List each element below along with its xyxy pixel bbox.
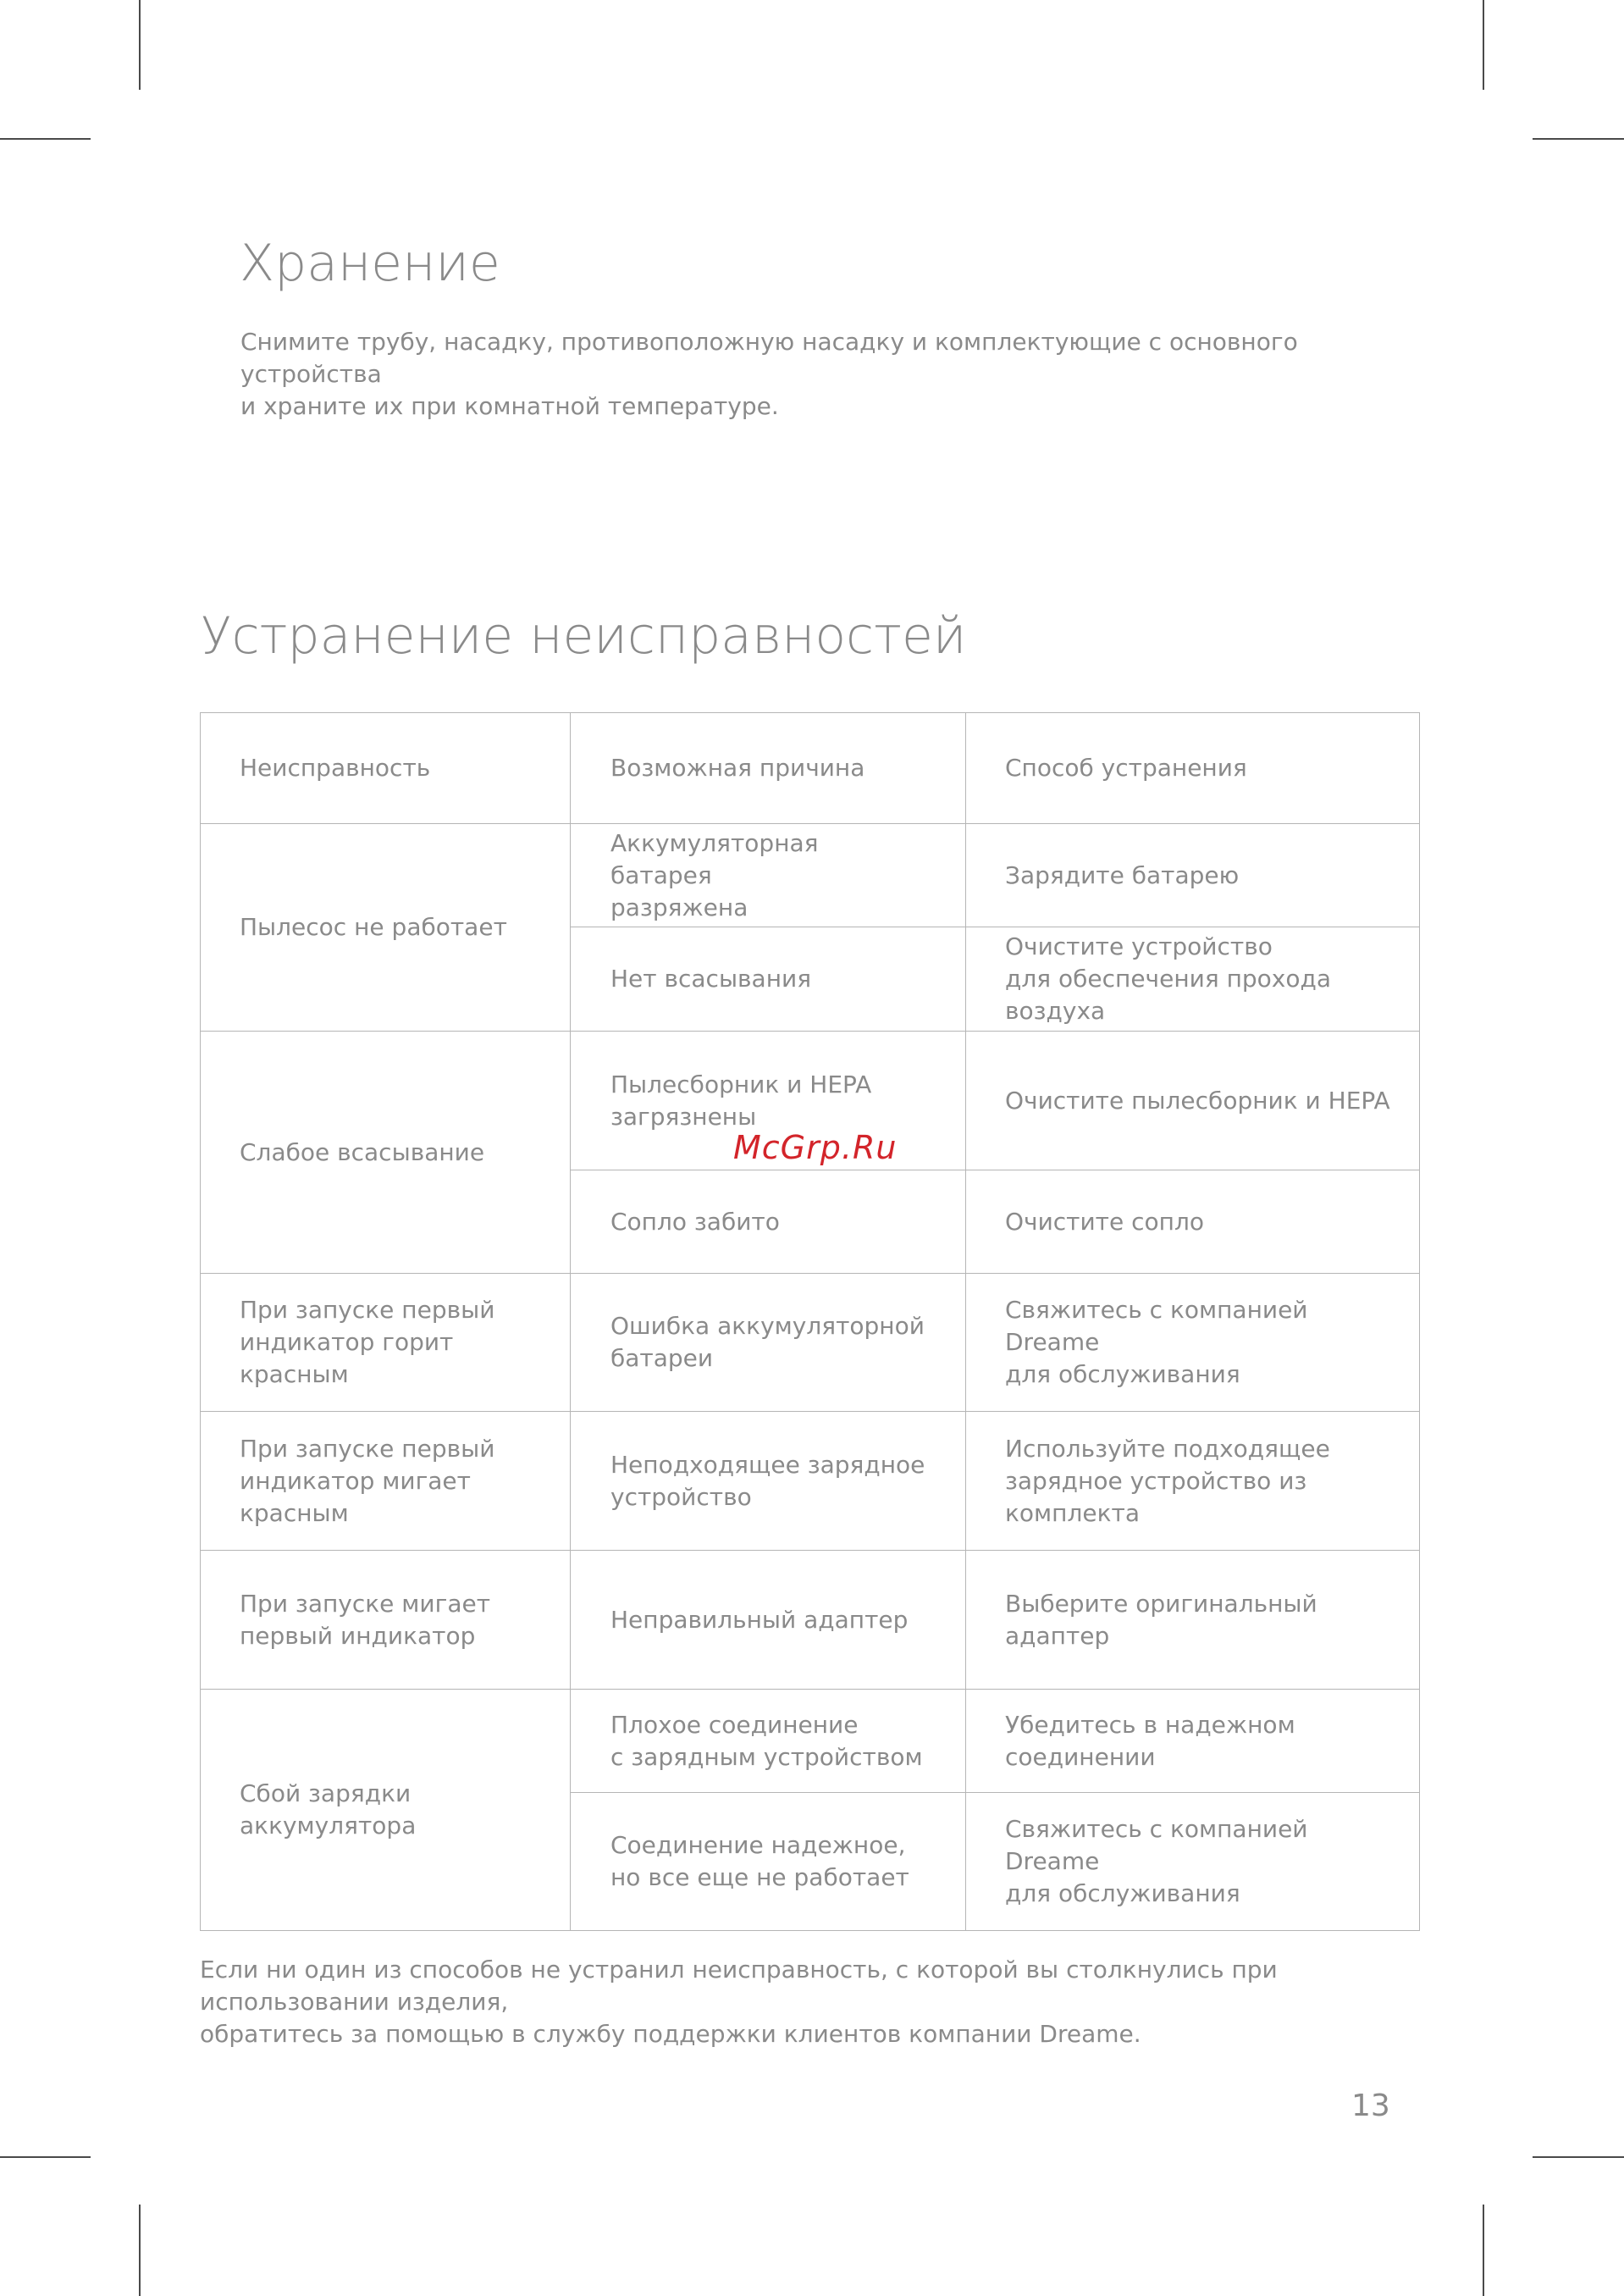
cause-line: но все еще не работает (610, 1863, 909, 1891)
troubleshooting-title: Устранение неисправностей (201, 606, 967, 666)
cause-line: разряжена (610, 893, 748, 921)
storage-text-line: Снимите трубу, насадку, противоположную насадку и комплектующие с основного устройства (240, 328, 1298, 388)
cause-line: Сопло забито (610, 1207, 780, 1236)
problem-line: При запуске первый (240, 1296, 495, 1324)
crop-mark (139, 2205, 141, 2296)
problem-line: Слабое всасывание (240, 1137, 485, 1166)
cause-cell (571, 824, 966, 927)
solution-line: Очистите пылесборник и HEPA (1005, 1086, 1390, 1115)
solution-cell (966, 824, 1420, 927)
solution-cell (966, 1793, 1420, 1931)
problem-line: Сбой зарядки аккумулятора (240, 1779, 417, 1840)
table-header-row (201, 713, 1420, 824)
solution-cell (966, 1551, 1420, 1690)
problem-line: первый индикатор (240, 1621, 476, 1650)
solution-cell (966, 1032, 1420, 1170)
problem-cell (201, 1551, 571, 1690)
problem-cell (201, 1412, 571, 1551)
solution-cell (966, 1274, 1420, 1412)
crop-mark (1483, 0, 1484, 90)
table-row (201, 1412, 1420, 1551)
solution-cell (966, 1412, 1420, 1551)
solution-line: Очистите устройство (1005, 932, 1273, 960)
cause-line: Аккумуляторная батарея (610, 828, 819, 889)
problem-line: индикатор горит красным (240, 1328, 454, 1388)
crop-mark (0, 138, 91, 140)
cause-cell (571, 1690, 966, 1793)
problem-cell (201, 824, 571, 1032)
header-problem: Неисправность (201, 713, 571, 824)
cause-line: загрязнены (610, 1102, 757, 1131)
table-row (201, 1690, 1420, 1793)
cause-cell (571, 1274, 966, 1412)
solution-line: Зарядите батарею (1005, 860, 1240, 889)
cause-line: Нет всасывания (610, 965, 812, 993)
cause-line: Неподходящее зарядное (610, 1450, 925, 1479)
cause-line: с зарядным устройством (610, 1742, 923, 1771)
solution-line: зарядное устройство из комплекта (1005, 1466, 1307, 1527)
cause-line: устройство (610, 1482, 752, 1511)
cause-line: Ошибка аккумуляторной (610, 1312, 925, 1340)
solution-line: Используйте подходящее (1005, 1434, 1330, 1463)
problem-cell (201, 1690, 571, 1931)
problem-line: При запуске мигает (240, 1589, 491, 1618)
footer-note (200, 1954, 1470, 2050)
footer-note-line: Если ни один из способов не устранил неисправность, с которой вы столкнулись при использовании изделия, (200, 1956, 1278, 2016)
cause-cell (571, 1170, 966, 1274)
cause-cell (571, 1793, 966, 1931)
storage-text-line: и храните их при комнатной температуре. (240, 392, 779, 420)
header-cause: Возможная причина (571, 713, 966, 824)
cause-cell (571, 1412, 966, 1551)
crop-mark (1483, 2205, 1484, 2296)
crop-mark (1533, 138, 1624, 140)
crop-mark (0, 2156, 91, 2158)
storage-title: Хранение (240, 234, 500, 293)
solution-line: Свяжитесь с компанией Dreame (1005, 1296, 1308, 1356)
solution-cell (966, 927, 1420, 1032)
cause-cell (571, 1551, 966, 1690)
problem-cell (201, 1274, 571, 1412)
solution-line: для обслуживания (1005, 1360, 1240, 1388)
solution-line: Очистите сопло (1005, 1207, 1204, 1236)
solution-cell (966, 1170, 1420, 1274)
solution-cell (966, 1690, 1420, 1793)
crop-mark (1533, 2156, 1624, 2158)
problem-cell (201, 1032, 571, 1274)
cause-line: Соединение надежное, (610, 1831, 906, 1859)
table-row (201, 1551, 1420, 1690)
solution-line: для обслуживания (1005, 1879, 1240, 1907)
cause-line: Пылесборник и HEPA (610, 1070, 872, 1098)
solution-line: Убедитесь в надежном соединении (1005, 1710, 1295, 1771)
troubleshooting-table (200, 712, 1420, 1931)
cause-line: Плохое соединение (610, 1710, 859, 1739)
page-number: 13 (1351, 2089, 1390, 2123)
problem-line: индикатор мигает красным (240, 1466, 471, 1527)
problem-line: Пылесос не работает (240, 913, 507, 941)
crop-mark (139, 0, 141, 90)
cause-line: батареи (610, 1344, 714, 1372)
storage-text (240, 326, 1426, 423)
cause-line: Неправильный адаптер (610, 1605, 909, 1634)
problem-line: При запуске первый (240, 1434, 495, 1463)
solution-line: Выберите оригинальный адаптер (1005, 1589, 1317, 1650)
table-row (201, 824, 1420, 927)
solution-line: для обеспечения прохода воздуха (1005, 965, 1331, 1025)
watermark-text: McGrp.Ru (733, 1129, 898, 1166)
cause-cell (571, 927, 966, 1032)
footer-note-line: обратитесь за помощью в службу поддержки клиентов компании Dreame. (200, 2020, 1141, 2048)
header-solution: Способ устранения (966, 713, 1420, 824)
solution-line: Свяжитесь с компанией Dreame (1005, 1815, 1308, 1875)
table-row (201, 1274, 1420, 1412)
